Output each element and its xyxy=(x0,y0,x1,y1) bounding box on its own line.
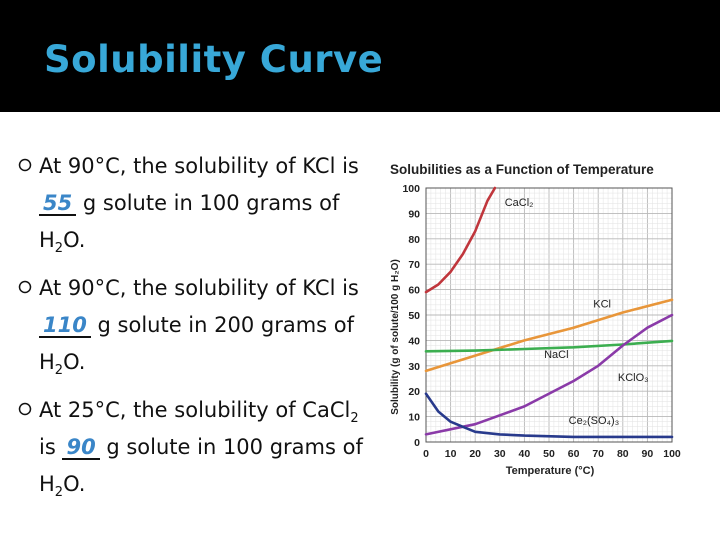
bullet-item xyxy=(18,148,378,259)
y-tick-label: 0 xyxy=(414,437,420,449)
bullet-ring-icon xyxy=(18,402,32,416)
series-label: KClO₃ xyxy=(617,372,649,385)
y-tick-label: 90 xyxy=(408,208,420,221)
x-tick-label: 10 xyxy=(444,448,457,460)
x-tick-label: 40 xyxy=(518,448,531,460)
x-tick-label: 20 xyxy=(469,448,482,460)
slide-title: Solubility Curve xyxy=(44,38,384,81)
x-tick-label: 80 xyxy=(616,448,629,460)
title-bar xyxy=(0,0,720,112)
bullet-text: O. xyxy=(63,472,86,496)
bullet-ring-icon xyxy=(18,158,32,172)
y-tick-label: 30 xyxy=(408,360,420,373)
y-tick-label: 80 xyxy=(408,233,420,246)
series-label: KCl xyxy=(593,298,612,311)
y-tick-label: 60 xyxy=(408,284,420,297)
y-tick-label: 70 xyxy=(408,259,420,272)
x-tick-label: 50 xyxy=(543,448,555,460)
bullet-item xyxy=(18,392,378,503)
bullet-text: g solute in 100 grams of H xyxy=(39,191,340,252)
subscript: 2 xyxy=(54,485,64,501)
bullet-text: g solute in 100 grams of H xyxy=(39,435,363,496)
series-label: Ce₂(SO₄)₃ xyxy=(568,415,620,428)
tick-labels xyxy=(402,183,680,460)
answer-blank: 110 xyxy=(39,314,91,338)
bullet-text: O. xyxy=(63,350,86,374)
y-tick-label: 50 xyxy=(408,310,420,322)
series-label: CaCl₂ xyxy=(504,196,534,209)
x-tick-label: 70 xyxy=(592,448,605,460)
subscript: 2 xyxy=(54,363,64,379)
chart-title: Solubilities as a Function of Temperature xyxy=(390,162,654,177)
answer-blank: 90 xyxy=(62,436,99,460)
bullet-text: At 25°C, the solubility of CaCl xyxy=(39,398,351,422)
answer-blank: 55 xyxy=(39,192,76,216)
x-tick-label: 30 xyxy=(493,448,506,460)
y-tick-label: 100 xyxy=(402,183,420,195)
y-tick-label: 10 xyxy=(408,411,420,424)
solubility-chart xyxy=(378,152,696,492)
bullet-text: At 90°C, the solubility of KCl is xyxy=(39,276,359,300)
x-tick-label: 90 xyxy=(641,448,654,460)
bullet-text: At 90°C, the solubility of KCl is xyxy=(39,154,359,178)
series-label: NaCl xyxy=(544,349,569,362)
x-tick-label: 0 xyxy=(423,448,429,460)
x-tick-label: 60 xyxy=(567,448,580,460)
subscript: 2 xyxy=(350,411,359,427)
y-tick-label: 40 xyxy=(408,335,420,348)
y-axis-label: Solubility (g of solute/100 g H₂O) xyxy=(390,259,401,415)
bullet-item xyxy=(18,270,378,381)
bullet-text: O. xyxy=(63,228,86,252)
bullet-ring-icon xyxy=(18,280,32,294)
y-tick-label: 20 xyxy=(408,386,420,399)
subscript: 2 xyxy=(54,241,64,257)
x-axis-label: Temperature (°C) xyxy=(505,465,595,477)
bullet-text: is xyxy=(39,435,63,459)
x-tick-label: 100 xyxy=(663,448,681,460)
bullet-text: g solute in 200 grams of H xyxy=(39,313,355,374)
grid xyxy=(426,188,672,442)
bullet-list xyxy=(18,148,378,514)
